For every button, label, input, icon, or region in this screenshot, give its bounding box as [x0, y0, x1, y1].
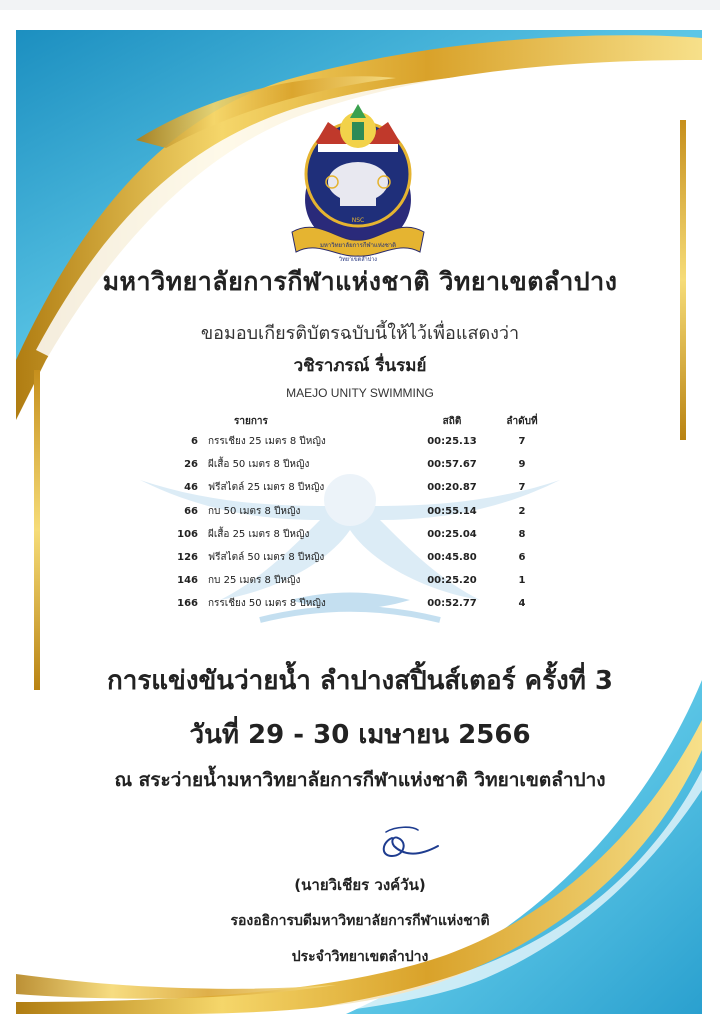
event-name: กรรเชียง 50 เมตร 8 ปีหญิง [208, 598, 326, 610]
event-time: 00:52.77 [427, 598, 477, 610]
university-title: มหาวิทยาลัยการกีฬาแห่งชาติ วิทยาเขตลำปาง [102, 267, 618, 296]
table-row [168, 453, 552, 476]
signature-image [372, 820, 442, 866]
event-number: 26 [184, 459, 198, 471]
event-time: 00:20.87 [427, 482, 477, 494]
event-number: 166 [177, 598, 198, 610]
table-row [168, 430, 552, 453]
event-rank: 7 [518, 436, 526, 448]
event-rank: 2 [518, 505, 526, 517]
event-time: 00:57.67 [427, 459, 477, 471]
competition-venue: ณ สระว่ายน้ำมหาวิทยาลัยการกีฬาแห่งชาติ วิทยาเขตลำปาง [114, 769, 606, 791]
event-number: 146 [177, 575, 198, 587]
event-time: 00:55.14 [427, 505, 477, 517]
recipient-name: วชิราภรณ์ รื่นรมย์ [293, 356, 427, 376]
event-name: กบ 25 เมตร 8 ปีหญิง [208, 575, 301, 587]
table-row [168, 476, 552, 499]
certificate-intro: ขอมอบเกียรติบัตรฉบับนี้ให้ไว้เพื่อแสดงว่า [200, 323, 520, 344]
signer-position: รองอธิการบดีมหาวิทยาลัยการกีฬาแห่งชาติ [230, 913, 490, 929]
event-rank: 1 [518, 575, 526, 587]
team-name: MAEJO UNITY SWIMMING [286, 386, 434, 400]
results-table [168, 412, 552, 616]
event-rank: 8 [518, 528, 526, 540]
signer-name: (นายวิเชียร วงค์วัน) [294, 876, 426, 894]
table-row [168, 546, 552, 569]
emblem-ribbon-text: มหาวิทยาลัยการกีฬาแห่งชาติ [319, 242, 397, 249]
event-name: กบ 50 เมตร 8 ปีหญิง [208, 505, 301, 517]
signer-campus: ประจำวิทยาเขตลำปาง [291, 949, 429, 965]
event-rank: 7 [518, 482, 526, 494]
table-row [168, 569, 552, 592]
event-name: กรรเชียง 25 เมตร 8 ปีหญิง [208, 436, 326, 448]
table-row [168, 523, 552, 546]
table-row [168, 500, 552, 523]
emblem-badge-text: NSC [351, 217, 365, 224]
event-time: 00:25.20 [427, 575, 477, 587]
header-rank: ลำดับที่ [506, 415, 538, 427]
event-number: 46 [184, 482, 198, 494]
competition-date: วันที่ 29 - 30 เมษายน 2566 [189, 720, 531, 750]
university-emblem [288, 82, 428, 262]
event-number: 66 [184, 505, 198, 517]
event-number: 106 [177, 528, 198, 540]
event-time: 00:45.80 [427, 552, 477, 564]
results-header-row [168, 412, 552, 430]
event-rank: 4 [518, 598, 526, 610]
table-row [168, 592, 552, 615]
event-name: ฟรีสไตล์ 50 เมตร 8 ปีหญิง [208, 552, 325, 564]
top-strip [0, 0, 720, 10]
event-time: 00:25.04 [427, 528, 477, 540]
event-number: 6 [191, 436, 198, 448]
event-name: ฟรีสไตล์ 25 เมตร 8 ปีหญิง [208, 482, 325, 494]
header-event: รายการ [234, 415, 268, 427]
event-time: 00:25.13 [427, 436, 477, 448]
event-number: 126 [177, 552, 198, 564]
event-name: ผีเสื้อ 25 เมตร 8 ปีหญิง [208, 528, 310, 540]
event-name: ผีเสื้อ 50 เมตร 8 ปีหญิง [208, 459, 310, 471]
competition-title: การแข่งขันว่ายน้ำ ลำปางสปิ้นส์เตอร์ ครั้งที่ 3 [106, 666, 614, 696]
event-rank: 9 [518, 459, 526, 471]
header-time: สถิติ [442, 415, 462, 427]
event-rank: 6 [518, 552, 526, 564]
emblem-campus-text: วิทยาเขตลำปาง [339, 257, 377, 262]
